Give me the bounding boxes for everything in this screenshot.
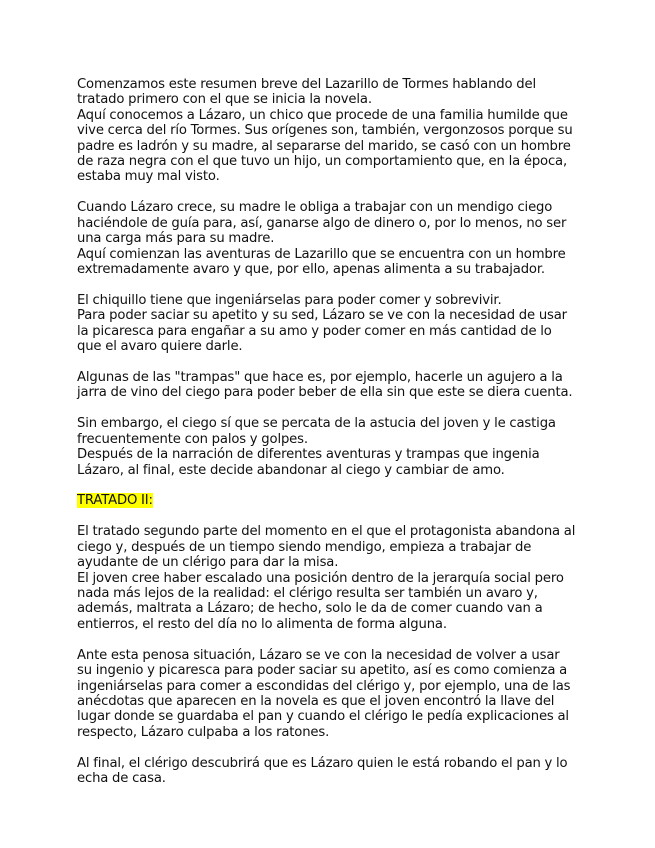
paragraph bbox=[77, 524, 582, 632]
text-line: una carga más para su madre. bbox=[77, 231, 275, 247]
text-line: anécdotas que aparecen en la novela es que el joven encontró la llave del bbox=[77, 693, 555, 709]
text-line: ayudante de un clérigo para dar la misa. bbox=[77, 555, 339, 571]
text-line: ciego y, después de un tiempo siendo mendigo, empieza a trabajar de bbox=[77, 539, 532, 555]
paragraph bbox=[77, 416, 582, 478]
text-line: ingeniárselas para comer a escondidas del clérigo y, por ejemplo, una de las bbox=[77, 678, 571, 694]
paragraph bbox=[77, 756, 582, 787]
text-line: frecuentemente con palos y golpes. bbox=[77, 431, 308, 447]
text-line: extremadamente avaro y que, por ello, apenas alimenta a su trabajador. bbox=[77, 261, 545, 277]
text-line: Lázaro, al final, este decide abandonar al ciego y cambiar de amo. bbox=[77, 462, 505, 478]
text-line: Aquí conocemos a Lázaro, un chico que procede de una familia humilde que bbox=[77, 107, 568, 123]
text-line: de raza negra con el que tuvo un hijo, un comportamiento que, en la época, bbox=[77, 154, 568, 170]
text-line: la picaresca para engañar a su amo y poder comer en más cantidad de lo bbox=[77, 323, 552, 339]
text-line: lugar donde se guardaba el pan y cuando el clérigo le pedía explicaciones al bbox=[77, 709, 569, 725]
text-line: Para poder saciar su apetito y su sed, Lázaro se ve con la necesidad de usar bbox=[77, 308, 567, 324]
paragraph bbox=[77, 200, 582, 277]
section-heading-text: TRATADO II: bbox=[77, 493, 153, 509]
text-line: El chiquillo tiene que ingeniárselas para poder comer y sobrevivir. bbox=[77, 292, 502, 308]
text-line: Aquí comienzan las aventuras de Lazarillo que se encuentra con un hombre bbox=[77, 246, 566, 262]
text-line: además, maltrata a Lázaro; de hecho, solo le da de comer cuando van a bbox=[77, 601, 543, 617]
paragraph bbox=[77, 370, 582, 401]
text-line: jarra de vino del ciego para poder beber de ella sin que este se diera cuenta. bbox=[77, 385, 573, 401]
text-line: vive cerca del río Tormes. Sus orígenes son, también, vergonzosos porque su bbox=[77, 123, 573, 139]
text-line: Sin embargo, el ciego sí que se percata de la astucia del joven y le castiga bbox=[77, 416, 556, 432]
paragraph bbox=[77, 648, 582, 740]
tratado-ii-section bbox=[77, 524, 582, 786]
text-line: entierros, el resto del día no lo alimenta de forma alguna. bbox=[77, 616, 447, 632]
text-line: Al final, el clérigo descubrirá que es Lázaro quien le está robando el pan y lo bbox=[77, 755, 568, 771]
text-line: Cuando Lázaro crece, su madre le obliga a trabajar con un mendigo ciego bbox=[77, 200, 553, 216]
text-line: su ingenio y picaresca para poder saciar su apetito, así es como comienza a bbox=[77, 663, 568, 679]
intro-section bbox=[77, 77, 582, 478]
paragraph bbox=[77, 77, 582, 185]
text-line: El tratado segundo parte del momento en el que el protagonista abandona al bbox=[77, 524, 576, 540]
text-line: respecto, Lázaro culpaba a los ratones. bbox=[77, 724, 330, 740]
document-page bbox=[77, 77, 582, 802]
text-line: Ante esta penosa situación, Lázaro se ve con la necesidad de volver a usar bbox=[77, 647, 560, 663]
paragraph bbox=[77, 293, 582, 355]
text-line: El joven cree haber escalado una posición dentro de la jerarquía social pero bbox=[77, 570, 564, 586]
text-line: padre es ladrón y su madre, al separarse del marido, se casó con un hombre bbox=[77, 138, 571, 154]
text-line: Comenzamos este resumen breve del Lazarillo de Tormes hablando del bbox=[77, 77, 536, 92]
text-line: estaba muy mal visto. bbox=[77, 169, 220, 185]
text-line: echa de casa. bbox=[77, 771, 166, 787]
text-line: que el avaro quiere darle. bbox=[77, 339, 243, 355]
text-line: haciéndole de guía para, así, ganarse algo de dinero o, por lo menos, no ser bbox=[77, 215, 567, 231]
text-line: tratado primero con el que se inicia la novela. bbox=[77, 92, 372, 108]
text-line: nada más lejos de la realidad: el clérigo resulta ser también un avaro y, bbox=[77, 585, 538, 601]
section-heading bbox=[77, 493, 582, 508]
text-line: Algunas de las "trampas" que hace es, por ejemplo, hacerle un agujero a la bbox=[77, 370, 563, 385]
text-line: Después de la narración de diferentes aventuras y trampas que ingenia bbox=[77, 447, 540, 463]
